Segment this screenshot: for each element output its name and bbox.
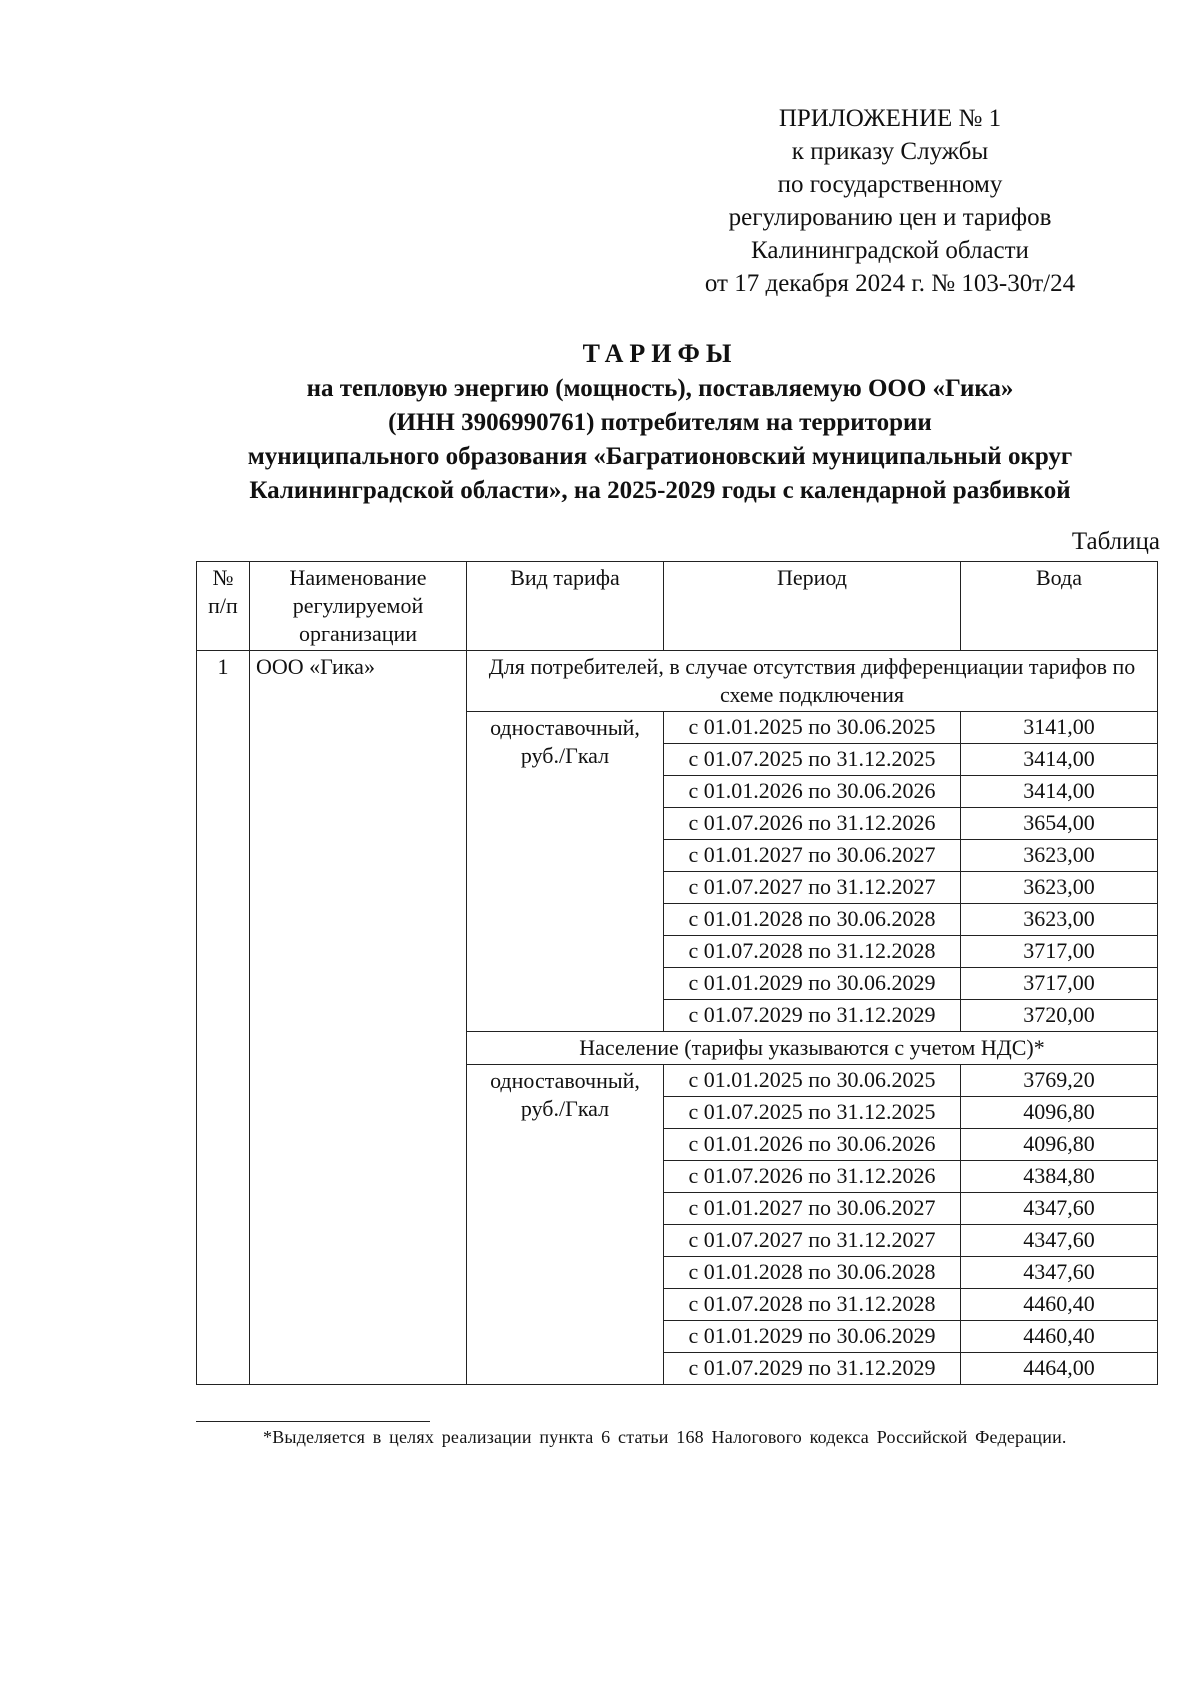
appendix-line-1: ПРИЛОЖЕНИЕ № 1 (778, 105, 1002, 132)
period-cell: с 01.01.2027 по 30.06.2027 (664, 1193, 961, 1225)
appendix-line-3: по государственному (777, 171, 1003, 198)
title-line-2: (ИНН 3906990761) потребителям на территории (388, 409, 932, 436)
header-num: № п/п (197, 562, 250, 651)
value-cell: 3141,00 (961, 712, 1158, 744)
document-title (60, 336, 1200, 508)
appendix-line-5: Калининградской области (751, 237, 1029, 264)
value-cell: 3769,20 (961, 1065, 1158, 1097)
value-cell: 4347,60 (961, 1193, 1158, 1225)
value-cell: 3720,00 (961, 1000, 1158, 1032)
table-caption: Таблица (1071, 528, 1160, 555)
row-number: 1 (197, 651, 250, 1385)
group-2-label: Население (тарифы указываются с учетом НДС)* (467, 1032, 1158, 1065)
group-2-tariff-type (467, 1065, 664, 1385)
group-1-label-row (197, 651, 1158, 712)
period-cell: с 01.07.2029 по 31.12.2029 (664, 1353, 961, 1385)
value-cell: 4460,40 (961, 1321, 1158, 1353)
title-line-3: муниципального образования «Багратионовский муниципальный округ (247, 443, 1073, 470)
period-cell: с 01.07.2029 по 31.12.2029 (664, 1000, 961, 1032)
value-cell: 3623,00 (961, 872, 1158, 904)
appendix-line-4: регулированию цен и тарифов (728, 204, 1052, 231)
group-1-label: Для потребителей, в случае отсутствия дифференциации тарифов по схеме подключения (467, 651, 1158, 712)
period-cell: с 01.01.2028 по 30.06.2028 (664, 904, 961, 936)
organization-name: ООО «Гика» (250, 651, 467, 1385)
value-cell: 4347,60 (961, 1257, 1158, 1289)
group-2-tariff-type-line-2: руб./Гкал (520, 1096, 610, 1121)
value-cell: 3654,00 (961, 808, 1158, 840)
table-header-row (197, 562, 1158, 651)
value-cell: 4096,80 (961, 1129, 1158, 1161)
value-cell: 3414,00 (961, 744, 1158, 776)
header-type: Вид тарифа (467, 562, 664, 651)
value-cell: 3717,00 (961, 968, 1158, 1000)
period-cell: с 01.01.2026 по 30.06.2026 (664, 1129, 961, 1161)
header-org: Наименование регулируемой организации (250, 562, 467, 651)
value-cell: 4096,80 (961, 1097, 1158, 1129)
period-cell: с 01.07.2026 по 31.12.2026 (664, 1161, 961, 1193)
appendix-line-2: к приказу Службы (791, 138, 989, 165)
value-cell: 3414,00 (961, 776, 1158, 808)
value-cell: 4460,40 (961, 1289, 1158, 1321)
period-cell: с 01.07.2028 по 31.12.2028 (664, 1289, 961, 1321)
period-cell: с 01.07.2025 по 31.12.2025 (664, 744, 961, 776)
group-2-tariff-type-line-1: одноставочный, (490, 1068, 640, 1093)
period-cell: с 01.01.2026 по 30.06.2026 (664, 776, 961, 808)
title-line-4: Калининградской области», на 2025-2029 годы с календарной разбивкой (249, 477, 1071, 504)
group-1-tariff-type-line-2: руб./Гкал (520, 743, 610, 768)
value-cell: 4347,60 (961, 1225, 1158, 1257)
period-cell: с 01.07.2027 по 31.12.2027 (664, 1225, 961, 1257)
tariff-table (196, 561, 1158, 1385)
footnote-divider (196, 1421, 430, 1422)
header-value: Вода (961, 562, 1158, 651)
value-cell: 3623,00 (961, 904, 1158, 936)
title-heading: ТАРИФЫ (582, 339, 738, 368)
footnote: *Выделяется в целях реализации пункта 6 статьи 168 Налогового кодекса Российской Федерации. (263, 1427, 1067, 1447)
period-cell: с 01.01.2025 по 30.06.2025 (664, 1065, 961, 1097)
period-cell: с 01.01.2025 по 30.06.2025 (664, 712, 961, 744)
period-cell: с 01.01.2027 по 30.06.2027 (664, 840, 961, 872)
period-cell: с 01.01.2028 по 30.06.2028 (664, 1257, 961, 1289)
value-cell: 3623,00 (961, 840, 1158, 872)
period-cell: с 01.01.2029 по 30.06.2029 (664, 1321, 961, 1353)
value-cell: 3717,00 (961, 936, 1158, 968)
period-cell: с 01.07.2027 по 31.12.2027 (664, 872, 961, 904)
title-line-1: на тепловую энергию (мощность), поставляемую ООО «Гика» (306, 375, 1014, 402)
value-cell: 4464,00 (961, 1353, 1158, 1385)
period-cell: с 01.07.2028 по 31.12.2028 (664, 936, 961, 968)
period-cell: с 01.07.2026 по 31.12.2026 (664, 808, 961, 840)
group-1-tariff-type-line-1: одноставочный, (490, 715, 640, 740)
value-cell: 4384,80 (961, 1161, 1158, 1193)
period-cell: с 01.07.2025 по 31.12.2025 (664, 1097, 961, 1129)
group-1-tariff-type (467, 712, 664, 1032)
header-period: Период (664, 562, 961, 651)
appendix-block (660, 102, 1120, 300)
appendix-line-6: от 17 декабря 2024 г. № 103-30т/24 (704, 270, 1076, 297)
period-cell: с 01.01.2029 по 30.06.2029 (664, 968, 961, 1000)
